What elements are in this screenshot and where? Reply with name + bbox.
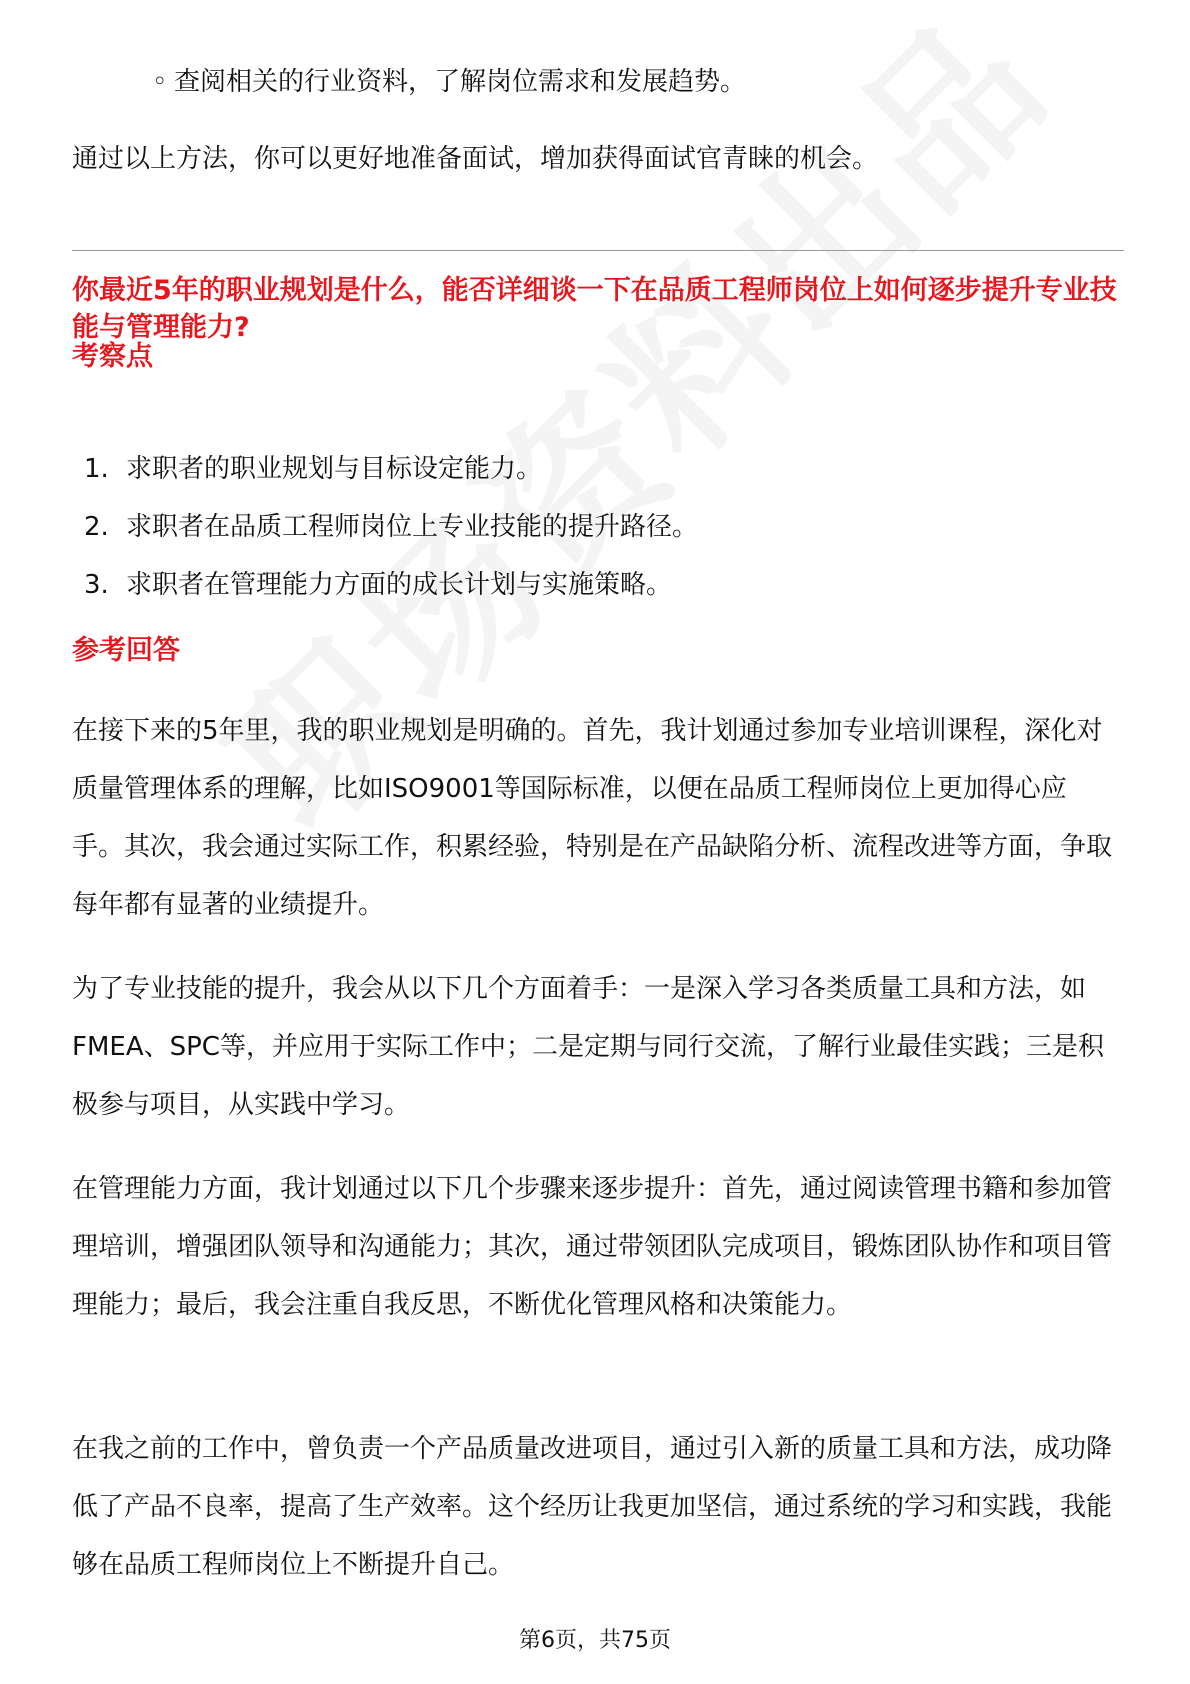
list-number: 3. bbox=[84, 570, 109, 600]
answer-paragraph: 在我之前的工作中，曾负责一个产品质量改进项目，通过引入新的质量工具和方法，成功降低了产品不良率，提高了生产效率。这个经历让我更加坚信，通过系统的学习和实践，我能够在品质工程师岗位上不断提升自己。 bbox=[72, 1434, 1113, 1580]
answer-paragraph: 为了专业技能的提升，我会从以下几个方面着手：一是深入学习各类质量工具和方法，如FMEA、SPC等，并应用于实际工作中；二是定期与同行交流，了解行业最佳实践；三是积极参与项目，从实践中学习。 bbox=[72, 974, 1104, 1120]
answer-paragraph: 在接下来的5年里，我的职业规划是明确的。首先，我计划通过参加专业培训课程，深化对质量管理体系的理解，比如ISO9001等国际标准，以便在品质工程师岗位上更加得心应手。其次，我会通过实际工作，积累经验，特别是在产品缺陷分析、流程改进等方面，争取每年都有显著的业绩提升。 bbox=[72, 716, 1113, 920]
question-heading: 你最近5年的职业规划是什么，能否详细谈一下在品质工程师岗位上如何逐步提升专业技能与管理能力? bbox=[72, 275, 1117, 343]
hollow-bullet-icon: ◦ bbox=[152, 67, 168, 97]
section-divider bbox=[72, 250, 1124, 251]
page-footer: 第6页，共75页 bbox=[519, 1628, 671, 1653]
list-item bbox=[84, 440, 698, 498]
list-item-text: 求职者的职业规划与目标设定能力。 bbox=[126, 454, 543, 484]
list-item-text: 求职者在品质工程师岗位上专业技能的提升路径。 bbox=[126, 512, 699, 542]
list-item-text: 求职者在管理能力方面的成长计划与实施策略。 bbox=[126, 570, 673, 600]
list-number: 1. bbox=[84, 454, 109, 484]
sub-bullet-item bbox=[152, 62, 746, 102]
focus-list bbox=[84, 440, 698, 614]
sub-bullet-text: 查阅相关的行业资料，了解岗位需求和发展趋势。 bbox=[174, 67, 747, 97]
focus-section-title: 考察点 bbox=[72, 341, 153, 372]
intro-paragraph: 通过以上方法，你可以更好地准备面试，增加获得面试官青睐的机会。 bbox=[72, 144, 879, 174]
list-item bbox=[84, 498, 698, 556]
list-number: 2. bbox=[84, 512, 109, 542]
answer-section-title: 参考回答 bbox=[72, 635, 180, 666]
answer-paragraph: 在管理能力方面，我计划通过以下几个步骤来逐步提升：首先，通过阅读管理书籍和参加管理培训，增强团队领导和沟通能力；其次，通过带领团队完成项目，锻炼团队协作和项目管理能力；最后，我会注重自我反思，不断优化管理风格和决策能力。 bbox=[72, 1174, 1113, 1320]
list-item bbox=[84, 556, 698, 614]
